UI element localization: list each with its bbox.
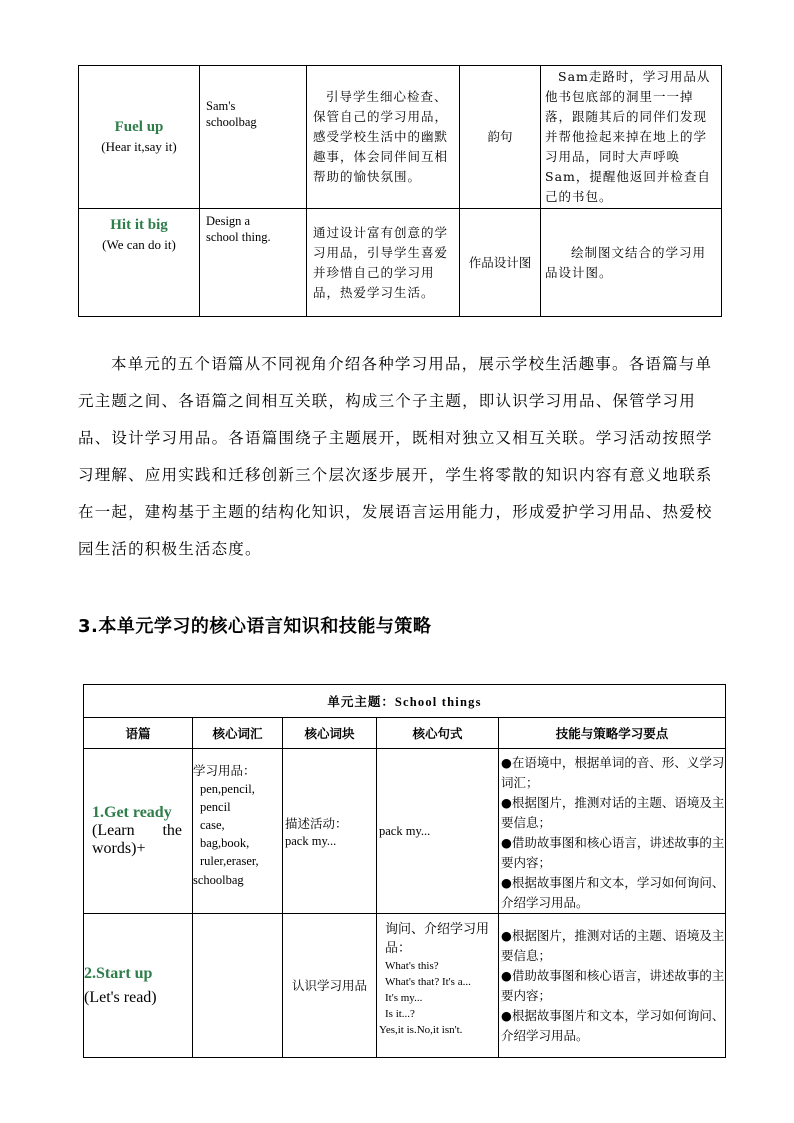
unit-theme-label: 单元主题： xyxy=(327,694,395,709)
sentence-line: Is it...? xyxy=(385,1008,415,1020)
lesson-content-text: 绘制图文结合的学习用品设计图。 xyxy=(545,244,707,280)
lesson-subtitle: (We can do it) xyxy=(102,237,176,252)
section-title: 3.本单元学习的核心语言知识和技能与策略 xyxy=(78,616,432,637)
lesson-type-text: 韵句 xyxy=(487,129,513,144)
vocab-cell xyxy=(193,914,283,1058)
chunk-text: 认识学习用品 xyxy=(291,978,367,993)
sentence-cell xyxy=(377,749,499,914)
skill-item: ●根据故事图片和文本，学习如何询问、介绍学习用品。 xyxy=(501,1008,725,1043)
sentence-line: What's that? It's a... xyxy=(385,976,471,988)
skill-item: ●根据图片，推测对话的主题、语境及主要信息； xyxy=(501,928,725,963)
sentence-label: 询问、介绍学习用品： xyxy=(385,922,490,956)
text-name-cell xyxy=(84,749,193,914)
table-row xyxy=(84,749,726,914)
lesson-topic-line: school thing. xyxy=(206,230,271,244)
lesson-content-cell xyxy=(541,209,722,317)
sentence-text: pack my... xyxy=(379,824,431,838)
chunk-cell xyxy=(283,914,377,1058)
theme-row xyxy=(84,685,726,718)
sentence-line: Yes,it is.No,it isn't. xyxy=(379,1024,463,1036)
skill-item: ●根据故事图片和文本，学习如何询问、介绍学习用品。 xyxy=(501,875,725,910)
vocab-line: bag,book, xyxy=(200,836,250,850)
vocab-line: pencil xyxy=(200,800,231,814)
chunk-label: 描述活动： xyxy=(285,815,348,831)
vocab-line: pen,pencil, xyxy=(200,782,255,796)
unit-theme-value: School things xyxy=(394,695,482,709)
vocab-line: schoolbag xyxy=(193,873,244,887)
header-row xyxy=(84,718,726,749)
skill-item: ●在语境中，根据单词的音、形、义学习词汇； xyxy=(501,755,725,790)
lesson-goal-text: 引导学生细心检查、保管自己的学习用品，感受学校生活中的幽默趣事，体会同伴间互相帮助的愉快氛围。 xyxy=(313,89,449,184)
lesson-type-cell xyxy=(460,66,541,209)
text-name-cell xyxy=(84,914,193,1058)
table-row xyxy=(79,209,722,317)
lesson-name-cell xyxy=(79,66,200,209)
lesson-topic-line: schoolbag xyxy=(206,115,257,129)
lesson-subtitle: (Hear it,say it) xyxy=(101,139,177,154)
lesson-topic-line: Design a xyxy=(206,214,251,228)
lesson-content-text: Sam走路时，学习用品从他书包底部的洞里一一掉落，跟随其后的同伴们发现并帮他捡起来掉在地上的学习用品，同时大声呼唤Sam，提醒他返回并检查自己的书包。 xyxy=(545,69,711,204)
unit-description-paragraph: 本单元的五个语篇从不同视角介绍各种学习用品，展示学校生活趣事。各语篇与单元主题之间、各语篇之间相互关联，构成三个子主题，即认识学习用品、保管学习用品、设计学习用品。各语篇围绕子主题展开，既相对独立又相互关联。学习活动按照学习理解、应用实践和迁移创新三个层次逐步展开，学生将零散的知识内容有意义地联系在一起，建构基于主题的结构化知识，发展语言运用能力，形成爱护学习用品、热爱校园生活的积极生活态度。 xyxy=(78,355,713,558)
text-name: 2.Start up xyxy=(84,964,153,982)
unit-theme-cell xyxy=(84,685,726,718)
skills-cell xyxy=(499,749,726,914)
vocab-line: ruler,eraser, xyxy=(200,854,259,868)
table-row xyxy=(79,66,722,209)
lesson-type-text: 作品设计图 xyxy=(468,254,532,270)
vocab-cell xyxy=(193,749,283,914)
lesson-type-cell xyxy=(460,209,541,317)
chunk-text: pack my... xyxy=(285,833,337,848)
table-row xyxy=(84,914,726,1058)
column-header: 语篇 xyxy=(84,718,193,749)
sentence-line: What's this? xyxy=(385,960,439,972)
text-subname: (Let's read) xyxy=(84,988,157,1006)
lesson-title: Fuel up xyxy=(114,119,164,135)
lesson-goal-text: 通过设计富有创意的学习用品，引导学生喜爱并珍惜自己的学习用品，热爱学习生活。 xyxy=(313,224,449,300)
lesson-content-cell xyxy=(541,66,722,209)
skill-item: ●借助故事图和核心语言，讲述故事的主要内容； xyxy=(501,835,725,870)
skill-item: ●借助故事图和核心语言，讲述故事的主要内容； xyxy=(501,968,725,1003)
column-header: 核心词汇 xyxy=(193,718,283,749)
column-header: 技能与策略学习要点 xyxy=(499,718,726,749)
lesson-goal-cell xyxy=(307,66,460,209)
lesson-name-cell xyxy=(79,209,200,317)
skill-item: ●根据图片，推测对话的主题、语境及主要信息； xyxy=(501,795,725,830)
column-header: 核心词块 xyxy=(283,718,377,749)
core-language-table xyxy=(83,684,726,1058)
lesson-title: Hit it big xyxy=(110,217,168,233)
vocab-label: 学习用品： xyxy=(193,763,256,778)
curriculum-table xyxy=(78,65,722,317)
vocab-line: case, xyxy=(200,818,225,832)
text-name: 1.Get ready xyxy=(92,804,172,821)
column-header: 核心句式 xyxy=(377,718,499,749)
sentence-line: It's my... xyxy=(385,992,423,1004)
lesson-topic-cell xyxy=(200,209,307,317)
lesson-topic-cell xyxy=(200,66,307,209)
skills-cell xyxy=(499,914,726,1058)
text-subname: (Learn the words)+ xyxy=(92,822,182,857)
lesson-topic-line: Sam's xyxy=(206,99,236,113)
chunk-cell xyxy=(283,749,377,914)
lesson-goal-cell xyxy=(307,209,460,317)
sentence-cell xyxy=(377,914,499,1058)
